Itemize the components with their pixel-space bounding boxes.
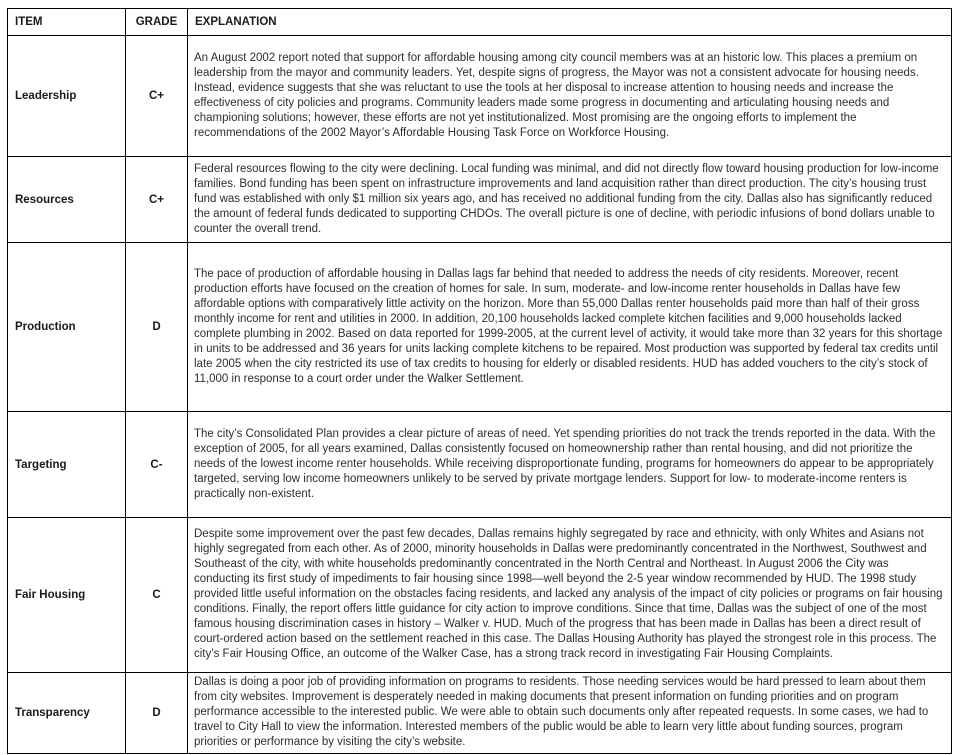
item-cell: Fair Housing <box>8 518 126 673</box>
grade-table <box>7 8 952 754</box>
explanation-cell: The pace of production of affordable housing in Dallas lags far behind that needed to address the needs of city residents. Moreover, recent production efforts have focused on the creation of homes for sale. In sum, moderate- and low-income renter households in Dallas have few affordable options with comparatively little activity on the horizon. More than 55,000 Dallas renter households paid more than half of their gross monthly income for rent and utilities in 2000. In addition, 20,100 households lacked complete kitchen facilities and 9,000 households lacked complete plumbing in 2002. Based on data reported for 1999-2005, at the current level of activity, it would take more than 32 years for this shortage in units to be addressed and 36 years for units lacking complete kitchens to be repaired. Most production was supported by federal tax credits until late 2005 when the city restricted its use of tax credits to housing for elderly or disabled residents. HUD has added vouchers to the city’s stock of 11,000 in response to a court order under the Walker Settlement. <box>188 243 952 412</box>
explanation-cell: An August 2002 report noted that support for affordable housing among city council members was at an historic low. This places a premium on leadership from the mayor and community leaders. Yet, despite signs of progress, the Mayor was not a consistent advocate for housing needs. Instead, evidence suggests that she was reluctant to use the tools at her disposal to increase attention to housing needs and increase the effectiveness of city policies and programs. Community leaders made some progress in documenting and articulating housing needs and championing solutions; however, these efforts are not yet institutionalized. Most promising are the ongoing efforts to implement the recommendations of the 2002 Mayor’s Affordable Housing Task Force on Workforce Housing. <box>188 36 952 157</box>
table-row <box>8 673 952 754</box>
header-row <box>8 9 952 36</box>
table-row <box>8 518 952 673</box>
header-item: ITEM <box>8 9 126 36</box>
item-cell: Leadership <box>8 36 126 157</box>
table-row <box>8 157 952 243</box>
item-cell: Transparency <box>8 673 126 754</box>
grade-cell: C+ <box>126 36 188 157</box>
grade-cell: C <box>126 518 188 673</box>
grade-cell: D <box>126 243 188 412</box>
table-row <box>8 243 952 412</box>
item-cell: Production <box>8 243 126 412</box>
explanation-cell: The city’s Consolidated Plan provides a clear picture of areas of need. Yet spending priorities do not track the trends reported in the data. With the exception of 2005, for all years examined, Dallas consistently focused on homeownership rather than rental housing, and did not prioritize the needs of the lowest income renter households. While receiving disproportionate funding, programs for homeowners do appear to be appropriately targeted, serving low income homeowners unlikely to be served by private mortgage lenders. Support for low- to moderate-income renters is practically non-existent. <box>188 412 952 518</box>
header-explanation: EXPLANATION <box>188 9 952 36</box>
grade-cell: C- <box>126 412 188 518</box>
table-body <box>8 36 952 754</box>
explanation-cell: Federal resources flowing to the city were declining. Local funding was minimal, and did not directly flow toward housing production for low-income families. Bond funding has been spent on infrastructure improvements and land acquisition rather than direct production. The city’s housing trust fund was established with only $1 million six years ago, and has received no additional funding from the city. Dallas also has significantly reduced the amount of federal funds dedicated to supporting CHDOs. The overall picture is one of decline, with periodic infusions of bond dollars unable to counter the overall trend. <box>188 157 952 243</box>
item-cell: Targeting <box>8 412 126 518</box>
grade-cell: C+ <box>126 157 188 243</box>
explanation-cell: Despite some improvement over the past few decades, Dallas remains highly segregated by race and ethnicity, with only Whites and Asians not highly segregated from each other. As of 2000, minority households in Dallas were predominantly concentrated in the Northwest, Southwest and Southeast of the city, with white households predominantly concentrated in the North Central and Northeast. In August 2006 the City was conducting its first study of impediments to fair housing since 1998—well beyond the 2-5 year window recommended by HUD. The 1998 study provided little useful information on the obstacles facing residents, and lacked any analysis of the impact of city policies or programs on fair housing conditions. Finally, the report offers little guidance for city action to improve conditions. Since that time, Dallas was the subject of one of the most famous housing discrimination cases in history – Walker v. HUD. Much of the progress that has been made in Dallas has been a direct result of court-ordered action based on the settlement reached in this case. The Dallas Housing Authority has played the strongest role in this process. The city’s Fair Housing Office, an outcome of the Walker Case, has a strong track record in investigating Fair Housing Complaints. <box>188 518 952 673</box>
header-grade: GRADE <box>126 9 188 36</box>
explanation-cell: Dallas is doing a poor job of providing information on programs to residents. Those needing services would be hard pressed to learn about them from city websites. Improvement is desperately needed in making documents that present information on funding priorities and on program performance accessible to the interested public. We were able to obtain such documents only after repeated requests. In some cases, we had to travel to City Hall to view the information. Interested members of the public would be able to learn very little about funding sources, program priorities or performance by visiting the city’s website. <box>188 673 952 754</box>
grade-cell: D <box>126 673 188 754</box>
table-row <box>8 36 952 157</box>
item-cell: Resources <box>8 157 126 243</box>
table-row <box>8 412 952 518</box>
